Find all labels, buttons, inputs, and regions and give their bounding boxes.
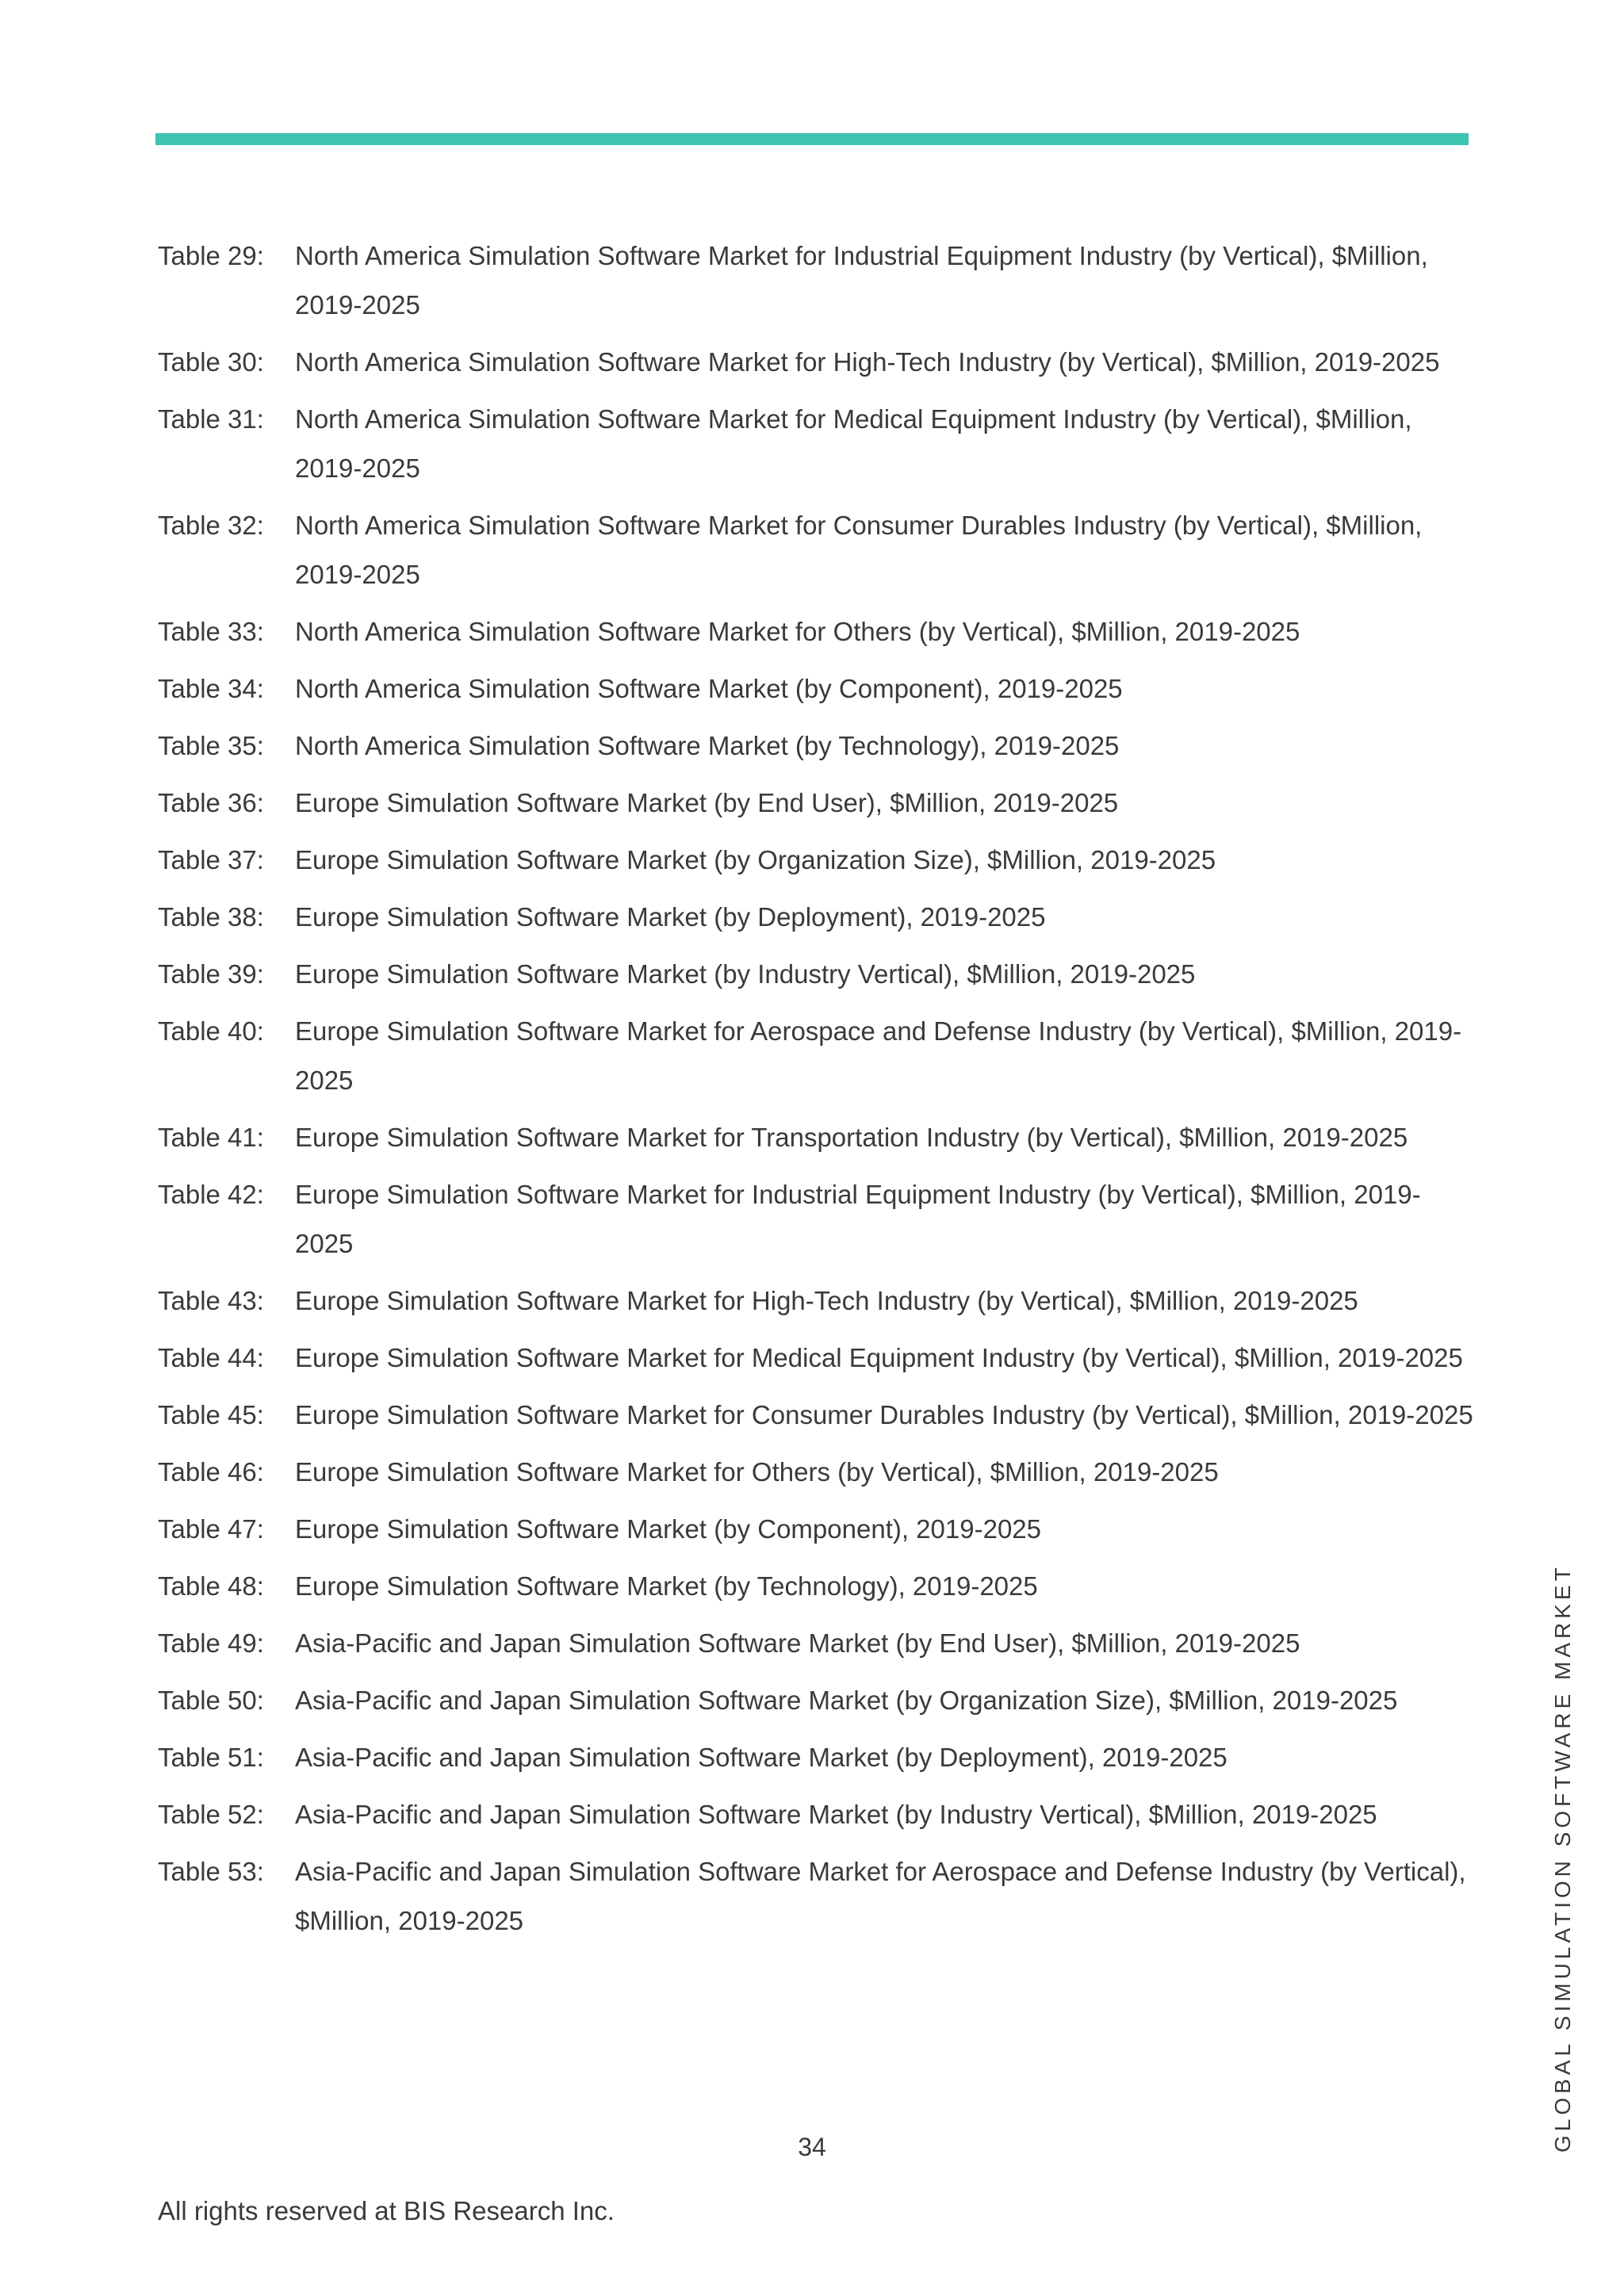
table-number: Table 38: [158, 902, 264, 932]
table-title: North America Simulation Software Market (by Component), 2019-2025 [295, 674, 1123, 703]
table-number: Table 51: [158, 1743, 264, 1772]
list-item[interactable] [158, 1007, 1474, 1105]
list-item[interactable] [158, 836, 1474, 885]
header-divider [155, 133, 1469, 145]
list-item[interactable] [158, 338, 1474, 387]
table-title: North America Simulation Software Market (by Technology), 2019-2025 [295, 731, 1120, 760]
list-item[interactable] [158, 664, 1474, 714]
list-item[interactable] [158, 1170, 1474, 1269]
table-title: North America Simulation Software Market for High-Tech Industry (by Vertical), $Million, 2019-2025 [295, 347, 1440, 377]
table-number: Table 50: [158, 1686, 264, 1715]
list-item[interactable] [158, 501, 1474, 599]
table-list [158, 232, 1474, 1954]
table-title: Europe Simulation Software Market (by Component), 2019-2025 [295, 1514, 1041, 1544]
table-title: North America Simulation Software Market for Others (by Vertical), $Million, 2019-2025 [295, 617, 1300, 646]
table-number: Table 37: [158, 845, 264, 874]
table-title: Europe Simulation Software Market for High-Tech Industry (by Vertical), $Million, 2019-2025 [295, 1286, 1358, 1315]
table-number: Table 41: [158, 1123, 264, 1152]
list-item[interactable] [158, 779, 1474, 828]
table-number: Table 47: [158, 1514, 264, 1544]
table-number: Table 42: [158, 1180, 264, 1209]
table-number: Table 35: [158, 731, 264, 760]
table-title: Europe Simulation Software Market (by End User), $Million, 2019-2025 [295, 788, 1119, 817]
table-number: Table 49: [158, 1628, 264, 1658]
table-title: Europe Simulation Software Market (by Organization Size), $Million, 2019-2025 [295, 845, 1216, 874]
list-item[interactable] [158, 1276, 1474, 1326]
list-item[interactable] [158, 1733, 1474, 1782]
table-number: Table 43: [158, 1286, 264, 1315]
list-item[interactable] [158, 1790, 1474, 1839]
table-title: Europe Simulation Software Market (by Industry Vertical), $Million, 2019-2025 [295, 959, 1196, 989]
list-item[interactable] [158, 1562, 1474, 1611]
list-item[interactable] [158, 607, 1474, 656]
table-number: Table 52: [158, 1800, 264, 1829]
table-number: Table 30: [158, 347, 264, 377]
table-title: Europe Simulation Software Market for Medical Equipment Industry (by Vertical), $Million, 2019-2025 [295, 1343, 1463, 1372]
table-number: Table 33: [158, 617, 264, 646]
table-title: Europe Simulation Software Market for Industrial Equipment Industry (by Vertical), $Million, 2019-2025 [295, 1180, 1421, 1258]
table-number: Table 48: [158, 1571, 264, 1601]
table-title: North America Simulation Software Market for Medical Equipment Industry (by Vertical), $Million, 2019-2025 [295, 404, 1412, 483]
list-item[interactable] [158, 893, 1474, 942]
table-number: Table 53: [158, 1857, 264, 1886]
side-running-title: GLOBAL SIMULATION SOFTWARE MARKET [1550, 1563, 1575, 2152]
list-item[interactable] [158, 1505, 1474, 1554]
table-title: Europe Simulation Software Market (by Deployment), 2019-2025 [295, 902, 1046, 932]
table-title: Europe Simulation Software Market for Others (by Vertical), $Million, 2019-2025 [295, 1457, 1219, 1487]
footer-copyright: All rights reserved at BIS Research Inc. [158, 2196, 615, 2225]
table-number: Table 46: [158, 1457, 264, 1487]
list-item[interactable] [158, 1619, 1474, 1668]
page-number: 34 [798, 2133, 826, 2161]
table-title: Europe Simulation Software Market for Aerospace and Defense Industry (by Vertical), $Million, 2019-2025 [295, 1016, 1462, 1095]
list-item[interactable] [158, 1676, 1474, 1725]
table-number: Table 32: [158, 511, 264, 540]
table-number: Table 39: [158, 959, 264, 989]
table-title: Asia-Pacific and Japan Simulation Software Market for Aerospace and Defense Industry (by Vertical), $Million, 2019-2025 [295, 1857, 1466, 1935]
table-title: Asia-Pacific and Japan Simulation Software Market (by Deployment), 2019-2025 [295, 1743, 1228, 1772]
table-title: Europe Simulation Software Market for Transportation Industry (by Vertical), $Million, 2019-2025 [295, 1123, 1408, 1152]
table-number: Table 45: [158, 1400, 264, 1429]
list-item[interactable] [158, 1113, 1474, 1162]
table-number: Table 40: [158, 1016, 264, 1046]
table-title: Asia-Pacific and Japan Simulation Software Market (by Industry Vertical), $Million, 2019-2025 [295, 1800, 1377, 1829]
table-title: Asia-Pacific and Japan Simulation Software Market (by Organization Size), $Million, 2019-2025 [295, 1686, 1398, 1715]
table-number: Table 29: [158, 241, 264, 270]
table-title: North America Simulation Software Market for Industrial Equipment Industry (by Vertical), $Million, 2019-2025 [295, 241, 1428, 320]
list-item[interactable] [158, 1847, 1474, 1946]
list-item[interactable] [158, 232, 1474, 330]
table-number: Table 34: [158, 674, 264, 703]
table-title: Asia-Pacific and Japan Simulation Software Market (by End User), $Million, 2019-2025 [295, 1628, 1300, 1658]
list-item[interactable] [158, 950, 1474, 999]
table-number: Table 44: [158, 1343, 264, 1372]
list-item[interactable] [158, 721, 1474, 771]
table-title: Europe Simulation Software Market (by Technology), 2019-2025 [295, 1571, 1038, 1601]
list-item[interactable] [158, 1448, 1474, 1497]
table-number: Table 36: [158, 788, 264, 817]
list-item[interactable] [158, 1334, 1474, 1383]
list-item[interactable] [158, 395, 1474, 493]
table-number: Table 31: [158, 404, 264, 434]
list-item[interactable] [158, 1391, 1474, 1440]
table-title: North America Simulation Software Market for Consumer Durables Industry (by Vertical), $Million, 2019-2025 [295, 511, 1423, 589]
table-title: Europe Simulation Software Market for Consumer Durables Industry (by Vertical), $Million, 2019-2025 [295, 1400, 1473, 1429]
